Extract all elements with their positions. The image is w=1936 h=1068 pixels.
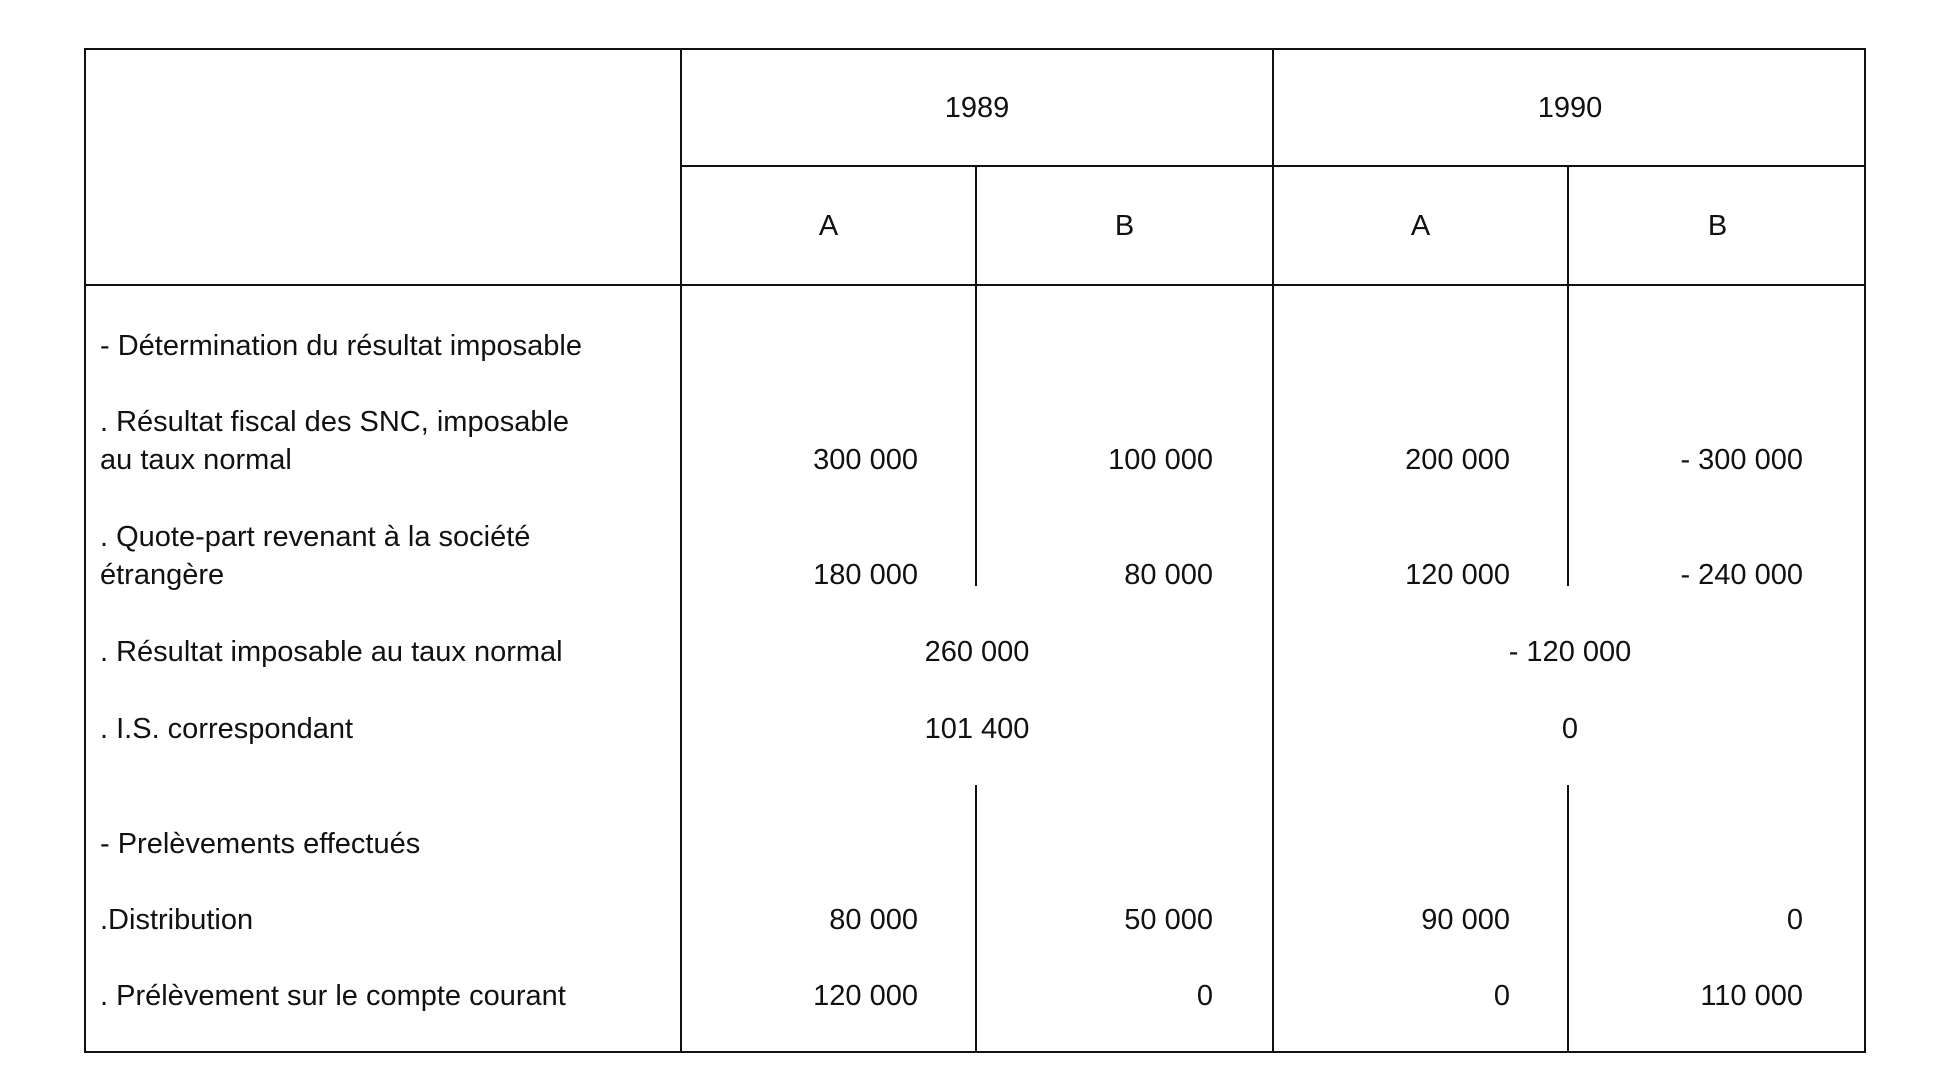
section-prelevements-title: - Prelèvements effectués (100, 828, 421, 860)
subcol-1989-a: A (818, 210, 839, 242)
quote-part-1990-b: - 240 000 (1680, 559, 1803, 591)
row-prelevement-compte-label: . Prélèvement sur le compte courant (100, 980, 566, 1012)
prelevement-compte-1989-a: 120 000 (813, 980, 918, 1012)
row-resultat-imposable-label: . Résultat imposable au taux normal (100, 636, 563, 668)
prelevement-compte-1990-b: 110 000 (1700, 980, 1803, 1012)
divider-year-row (680, 165, 1866, 167)
subcol-1990-b: B (1707, 210, 1728, 242)
year-1990-header: 1990 (1537, 92, 1603, 124)
quote-part-1990-a: 120 000 (1405, 559, 1510, 591)
subcol-1989-b: B (1114, 210, 1135, 242)
row-quote-part-label-2: étrangère (100, 559, 225, 591)
distribution-1989-a: 80 000 (829, 904, 918, 936)
section-determination-title: - Détermination du résultat imposable (100, 330, 582, 362)
resultat-fiscal-1989-b: 100 000 (1108, 444, 1213, 476)
row-quote-part-label-1: . Quote-part revenant à la société (100, 521, 531, 553)
row-is-correspondant-label: . I.S. correspondant (100, 713, 354, 745)
row-resultat-fiscal-label-1: . Résultat fiscal des SNC, imposable (100, 406, 570, 438)
year-1989-header: 1989 (944, 92, 1010, 124)
quote-part-1989-b: 80 000 (1124, 559, 1213, 591)
prelevement-compte-1990-a: 0 (1493, 980, 1510, 1012)
resultat-imposable-1990: - 120 000 (1508, 636, 1632, 668)
distribution-1989-b: 50 000 (1124, 904, 1213, 936)
resultat-fiscal-1989-a: 300 000 (813, 444, 918, 476)
distribution-1990-b: 0 (1786, 904, 1803, 936)
subcol-1990-a: A (1410, 210, 1431, 242)
distribution-1990-a: 90 000 (1421, 904, 1510, 936)
row-distribution-label: .Distribution (100, 904, 254, 936)
resultat-fiscal-1990-a: 200 000 (1405, 444, 1510, 476)
quote-part-1989-a: 180 000 (813, 559, 918, 591)
resultat-fiscal-1990-b: - 300 000 (1680, 444, 1803, 476)
prelevement-compte-1989-b: 0 (1196, 980, 1213, 1012)
row-resultat-fiscal-label-2: au taux normal (100, 444, 292, 476)
is-correspondant-1990: 0 (1561, 713, 1579, 745)
resultat-imposable-1989: 260 000 (924, 636, 1030, 668)
is-correspondant-1989: 101 400 (924, 713, 1030, 745)
